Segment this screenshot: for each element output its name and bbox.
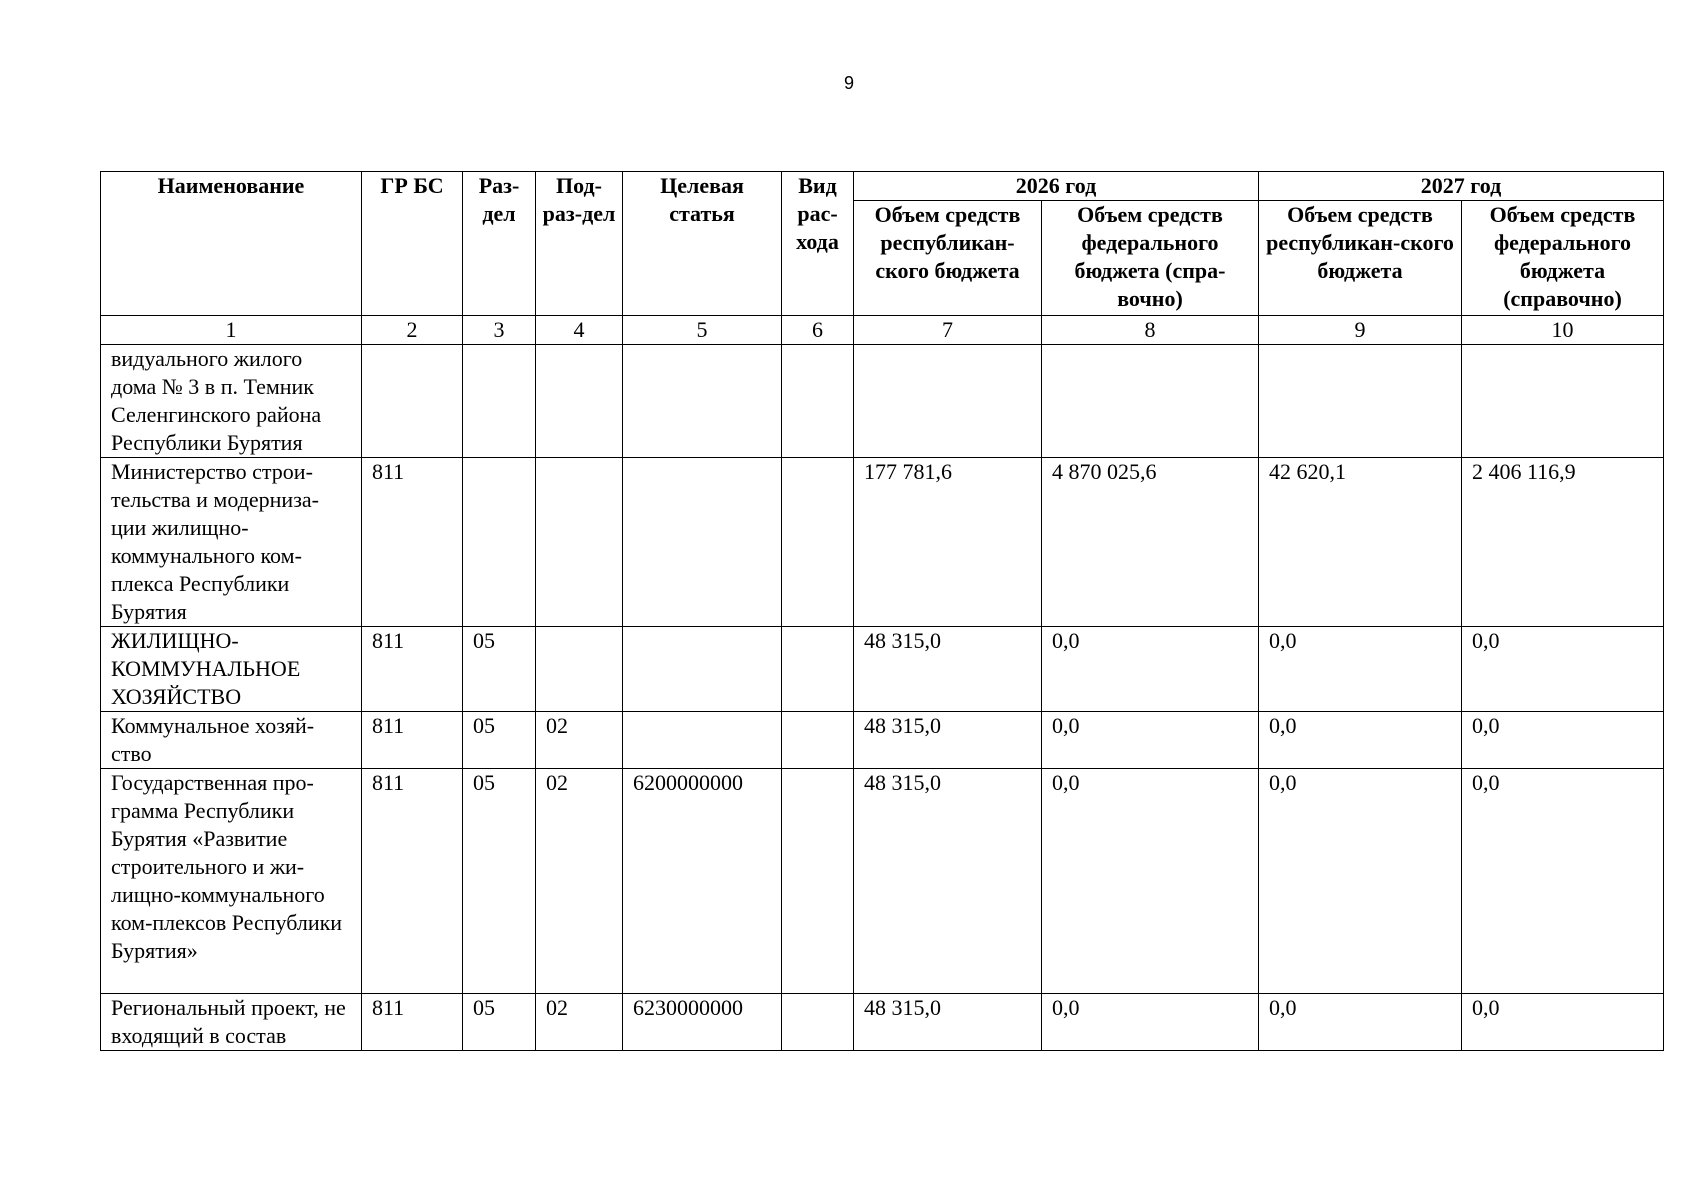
- col-number: 4: [536, 316, 623, 345]
- row-podrazdel: [536, 345, 623, 458]
- column-number-row: [101, 316, 1664, 345]
- row-grbs: 811: [362, 769, 463, 994]
- header-grbs: ГР БС: [362, 172, 463, 316]
- budget-table: [100, 171, 1664, 1051]
- row-2027-republican: 42 620,1: [1259, 458, 1462, 627]
- col-number: 1: [101, 316, 362, 345]
- row-name: ЖИЛИЩНО-КОММУНАЛЬНОЕ ХОЗЯЙСТВО: [101, 627, 362, 712]
- row-podrazdel: 02: [536, 769, 623, 994]
- row-2027-republican: 0,0: [1259, 994, 1462, 1051]
- col-number: 6: [782, 316, 854, 345]
- table-row: [101, 712, 1664, 769]
- row-vid: [782, 458, 854, 627]
- header-2026-federal: Объем средств федерального бюджета (спра-вочно): [1042, 201, 1259, 316]
- header-row-1: [101, 172, 1664, 201]
- row-2027-federal: 0,0: [1462, 769, 1664, 994]
- row-target: [623, 458, 782, 627]
- row-2026-federal: 0,0: [1042, 769, 1259, 994]
- row-2026-republican: 48 315,0: [854, 627, 1042, 712]
- table-row: [101, 345, 1664, 458]
- row-2026-federal: 0,0: [1042, 712, 1259, 769]
- row-razdel: [463, 345, 536, 458]
- row-grbs: [362, 345, 463, 458]
- row-2027-federal: 0,0: [1462, 627, 1664, 712]
- row-grbs: 811: [362, 712, 463, 769]
- row-2027-federal: 0,0: [1462, 994, 1664, 1051]
- row-podrazdel: [536, 458, 623, 627]
- row-vid: [782, 345, 854, 458]
- row-2026-republican: 48 315,0: [854, 994, 1042, 1051]
- row-2026-republican: 48 315,0: [854, 712, 1042, 769]
- row-2027-republican: 0,0: [1259, 712, 1462, 769]
- header-year-2026: 2026 год: [854, 172, 1259, 201]
- row-2027-republican: [1259, 345, 1462, 458]
- table-row: [101, 627, 1664, 712]
- header-year-2027: 2027 год: [1259, 172, 1664, 201]
- row-name: Коммунальное хозяй-ство: [101, 712, 362, 769]
- row-target: [623, 345, 782, 458]
- row-2026-federal: [1042, 345, 1259, 458]
- col-number: 9: [1259, 316, 1462, 345]
- row-vid: [782, 994, 854, 1051]
- header-2027-republican: Объем средств республикан-ского бюджета: [1259, 201, 1462, 316]
- col-number: 8: [1042, 316, 1259, 345]
- row-target: [623, 712, 782, 769]
- row-razdel: 05: [463, 994, 536, 1051]
- row-vid: [782, 627, 854, 712]
- header-2026-republican: Объем средств республикан-ского бюджета: [854, 201, 1042, 316]
- header-target: Целевая статья: [623, 172, 782, 316]
- row-podrazdel: [536, 627, 623, 712]
- row-target: [623, 627, 782, 712]
- row-2026-federal: 0,0: [1042, 994, 1259, 1051]
- row-2027-federal: 0,0: [1462, 712, 1664, 769]
- col-number: 5: [623, 316, 782, 345]
- row-name: Государственная про-грамма Республики Бурятия «Развитие строительного и жи-лищно-коммунального ком-плексов Республики Бурятия»: [101, 769, 362, 994]
- row-vid: [782, 769, 854, 994]
- header-2027-federal: Объем средств федерального бюджета (справочно): [1462, 201, 1664, 316]
- row-2026-republican: [854, 345, 1042, 458]
- col-number: 7: [854, 316, 1042, 345]
- row-2027-federal: 2 406 116,9: [1462, 458, 1664, 627]
- row-target: 6200000000: [623, 769, 782, 994]
- header-name: Наименование: [101, 172, 362, 316]
- row-grbs: 811: [362, 994, 463, 1051]
- row-grbs: 811: [362, 627, 463, 712]
- col-number: 10: [1462, 316, 1664, 345]
- header-podrazdel: Под-раз-дел: [536, 172, 623, 316]
- header-razdel: Раз-дел: [463, 172, 536, 316]
- row-razdel: 05: [463, 712, 536, 769]
- page-number: 9: [843, 73, 854, 93]
- row-2027-republican: 0,0: [1259, 769, 1462, 994]
- row-2026-republican: 48 315,0: [854, 769, 1042, 994]
- table-row: [101, 458, 1664, 627]
- row-name: видуального жилого дома № 3 в п. Темник Селенгинского района Республики Бурятия: [101, 345, 362, 458]
- row-target: 6230000000: [623, 994, 782, 1051]
- row-razdel: 05: [463, 769, 536, 994]
- row-podrazdel: 02: [536, 994, 623, 1051]
- row-razdel: 05: [463, 627, 536, 712]
- col-number: 2: [362, 316, 463, 345]
- row-2026-republican: 177 781,6: [854, 458, 1042, 627]
- row-grbs: 811: [362, 458, 463, 627]
- header-vid: Вид рас-хода: [782, 172, 854, 316]
- row-2026-federal: 0,0: [1042, 627, 1259, 712]
- table-row: [101, 769, 1664, 994]
- row-2027-republican: 0,0: [1259, 627, 1462, 712]
- row-podrazdel: 02: [536, 712, 623, 769]
- row-2026-federal: 4 870 025,6: [1042, 458, 1259, 627]
- col-number: 3: [463, 316, 536, 345]
- row-vid: [782, 712, 854, 769]
- row-2027-federal: [1462, 345, 1664, 458]
- row-name: Министерство строи-тельства и модерниза-ции жилищно-коммунального ком-плекса Республики Бурятия: [101, 458, 362, 627]
- table-row: [101, 994, 1664, 1051]
- row-name: Региональный проект, не входящий в состав: [101, 994, 362, 1051]
- row-razdel: [463, 458, 536, 627]
